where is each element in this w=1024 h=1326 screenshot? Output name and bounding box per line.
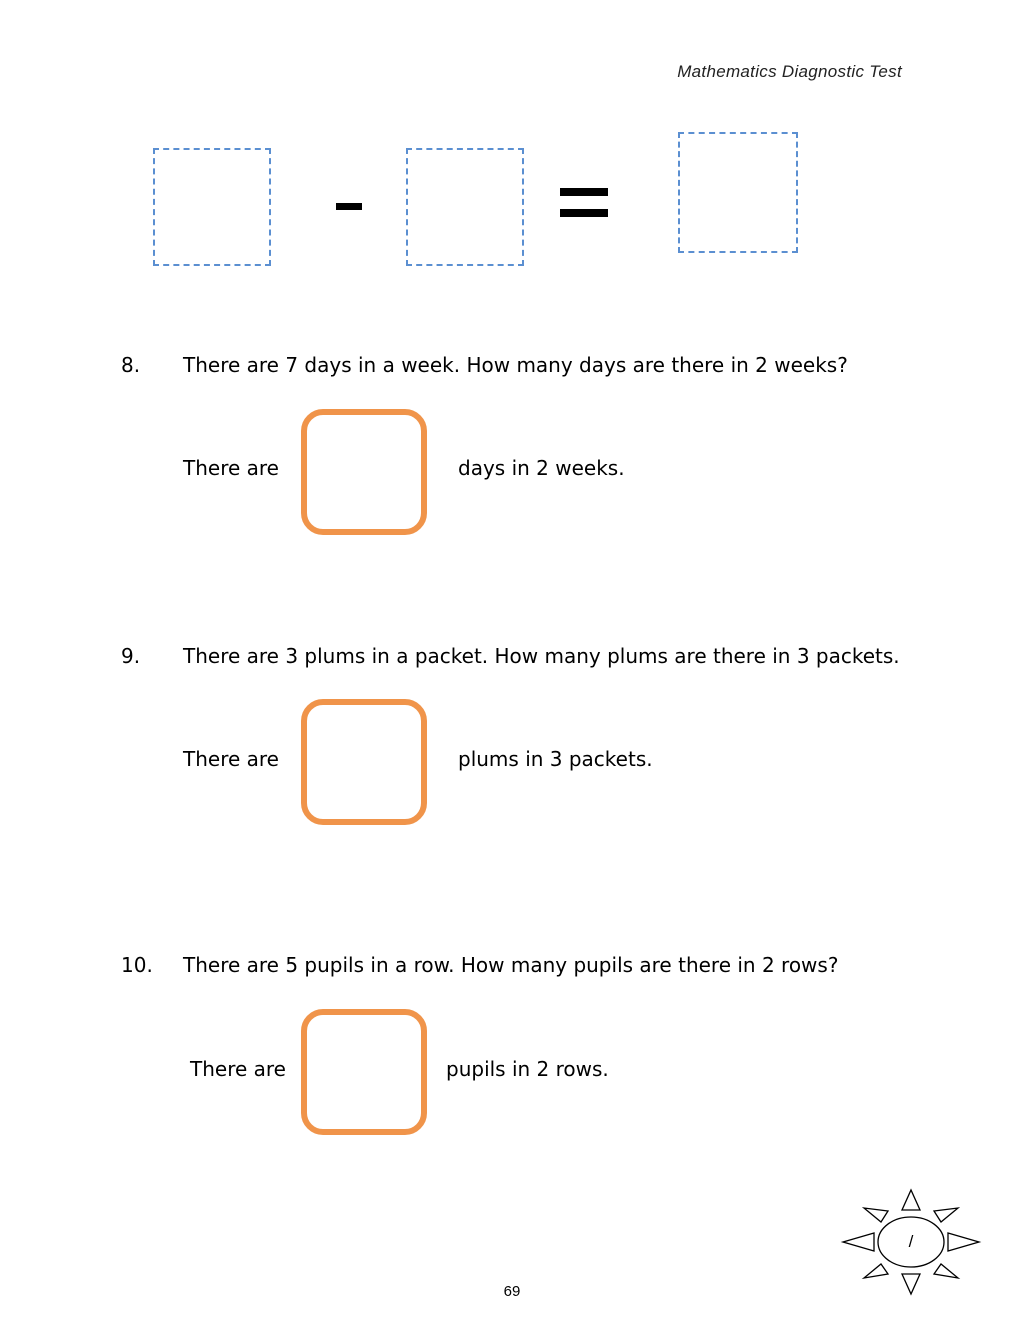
page-number: 69 (503, 1283, 521, 1300)
score-slash: / (908, 1232, 914, 1251)
question-text: There are 7 days in a week. How many days are there in 2 weeks? (183, 353, 848, 377)
document-header: Mathematics Diagnostic Test (677, 62, 902, 81)
question-text: There are 3 plums in a packet. How many plums are there in 3 packets. (183, 644, 900, 668)
answer-prefix: There are (190, 1057, 286, 1081)
answer-suffix: pupils in 2 rows. (446, 1057, 609, 1081)
answer-prefix: There are (183, 747, 279, 771)
answer-suffix: plums in 3 packets. (458, 747, 653, 771)
answer-suffix: days in 2 weeks. (458, 456, 625, 480)
answer-box[interactable] (301, 699, 427, 825)
question-number: 8. (121, 353, 141, 377)
subtrahend-answer-box[interactable] (406, 148, 524, 266)
question-text: There are 5 pupils in a row. How many pupils are there in 2 rows? (183, 953, 839, 977)
minuend-answer-box[interactable] (153, 148, 271, 266)
difference-answer-box[interactable] (678, 132, 798, 253)
answer-prefix: There are (183, 456, 279, 480)
question-number: 10. (121, 953, 153, 977)
answer-box[interactable] (301, 1009, 427, 1135)
answer-box[interactable] (301, 409, 427, 535)
minus-sign (336, 203, 362, 210)
question-number: 9. (121, 644, 141, 668)
